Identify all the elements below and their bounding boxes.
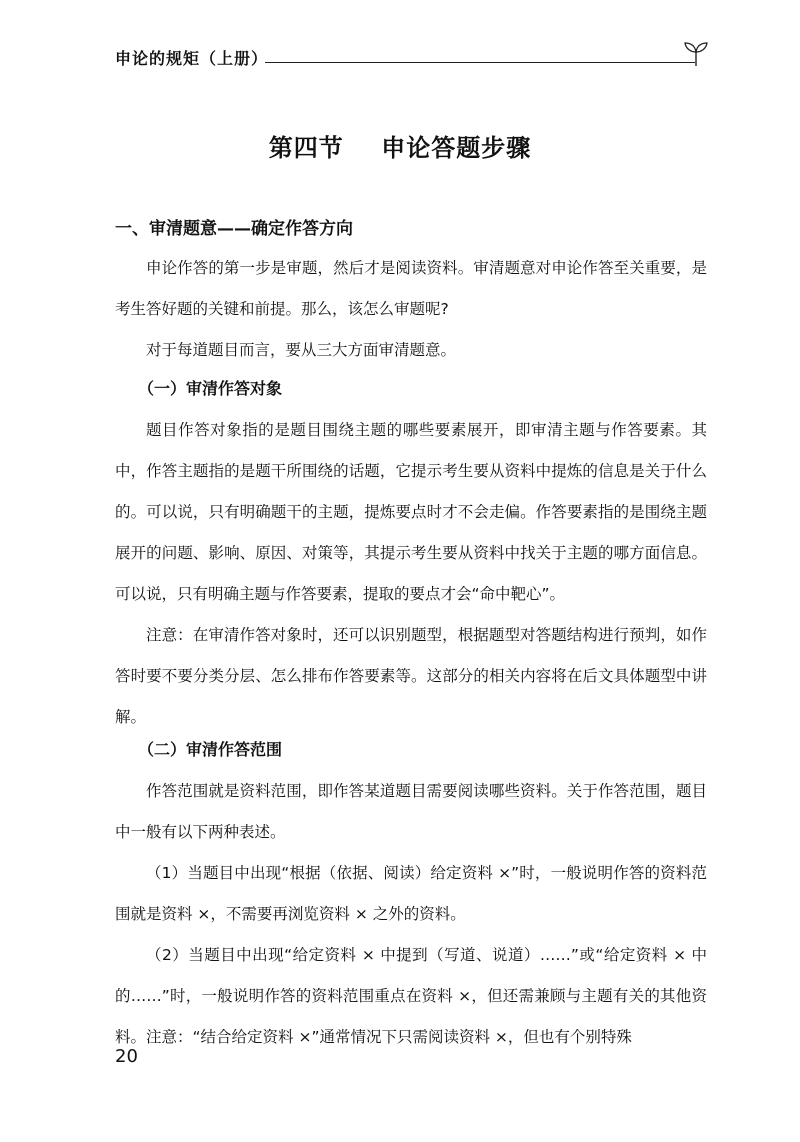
subsection2-paragraph-1: 作答范围就是资料范围，即作答某道题目需要阅读哪些资料。关于作答范围，题目中一般有以下两种表述。 — [115, 782, 707, 841]
subsection1-heading: （一）审清作答对象 — [138, 379, 283, 398]
subsection2-item-1: （1）当题目中出现“根据（依据、阅读）给定资料 ×”时，一般说明作答的资料范围就是资料 ×，不需要再浏览资料 × 之外的资料。 — [115, 864, 707, 923]
header-rule — [265, 62, 695, 63]
subsection1-note-paragraph: 注意：在审清作答对象时，还可以识别题型，根据题型对答题结构进行预判，如作答时要不要分类分层、怎么排布作答要素等。这部分的相关内容将在后文具体题型中讲解。 — [115, 626, 707, 726]
running-header — [115, 44, 715, 72]
sprout-icon — [681, 40, 711, 68]
part1-heading: 一、审清题意——确定作答方向 — [115, 219, 353, 239]
part1-intro-paragraph: 申论作答的第一步是审题，然后才是阅读资料。审清题意对申论作答至关重要，是考生答好题的关键和前提。那么，该怎么审题呢? — [115, 259, 707, 318]
subsection1-paragraph-1: 题目作答对象指的是题目围绕主题的哪些要素展开，即审清主题与作答要素。其中，作答主题指的是题干所围绕的话题，它提示考生要从资料中提炼的信息是关于什么的。可以说，只有明确题干的主题，提炼要点时才不会走偏。作答要素指的是围绕主题展开的问题、影响、原因、对策等，其提示考生要从资料中找关于主题的哪方面信息。可以说，只有明确主题与作答要素，提取的要点才会“命中靶心”。 — [115, 421, 707, 603]
book-title: 申论的规矩（上册） — [115, 49, 269, 68]
part1-intro-paragraph-2: 对于每道题目而言，要从三大方面审清题意。 — [146, 341, 457, 359]
subsection2-item-2: （2）当题目中出现“给定资料 × 中提到（写道、说道）……”或“给定资料 × 中的……”时，一般说明作答的资料范围重点在资料 ×，但还需兼顾与主题有关的其他资料。注意：“结合给定资料 ×”通常情况下只需阅读资料 ×，但也有个别特殊 — [115, 946, 707, 1046]
subsection2-heading: （二）审清作答范围 — [138, 740, 283, 759]
section-title: 第四节 申论答题步骤 — [268, 134, 532, 162]
page-number: 20 — [115, 1046, 138, 1067]
